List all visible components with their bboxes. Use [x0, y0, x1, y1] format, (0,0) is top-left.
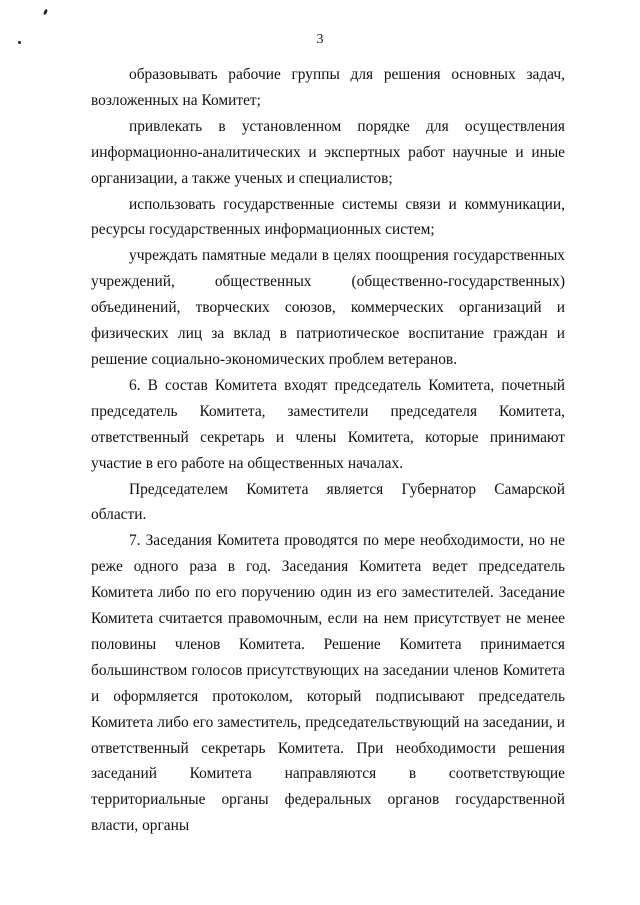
document-body	[91, 62, 565, 839]
paragraph-involve-organizations: привлекать в установленном порядке для осуществления информационно-аналитических и экспертных работ научные и иные организации, а также ученых и специалистов;	[91, 117, 565, 187]
paragraph-use-communication-systems: использовать государственные системы связи и коммуникации, ресурсы государственных информационных систем;	[91, 195, 565, 239]
scan-speck	[43, 9, 48, 16]
paragraph-committee-meetings: 7. Заседания Комитета проводятся по мере необходимости, но не реже одного раза в год. Заседания Комитета ведет председатель Комитета либо по его поручению один из его заместителей. Заседание Комитета считается правомочным, если на нем присутствует не менее половины членов Комитета. Решение Комитета принимается большинством голосов присутствующих на заседании членов Комитета и оформляется протоколом, который подписывают председатель Комитета либо его заместитель, председательствующий на заседании, и ответственный секретарь Комитета. При необходимости решения заседаний Комитета направляются в соответствующие территориальные органы федеральных органов государственной власти, органы	[91, 532, 565, 835]
page-number: 3	[316, 32, 324, 47]
paragraph-committee-composition: 6. В состав Комитета входят председатель Комитета, почетный председатель Комитета, заместители председателя Комитета, ответственный секретарь и члены Комитета, которые принимают участие в его работе на общественных началах.	[91, 376, 565, 472]
paragraph-establish-medals: учреждать памятные медали в целях поощрения государственных учреждений, общественных (общественно-государственных) объединений, творческих союзов, коммерческих организаций и физических лиц за вклад в патриотическое воспитание граждан и решение социально-экономических проблем ветеранов.	[91, 247, 565, 368]
paragraph-committee-chairman: Председателем Комитета является Губернатор Самарской области.	[91, 480, 565, 524]
paragraph-form-working-groups: образовывать рабочие группы для решения основных задач, возложенных на Комитет;	[91, 66, 565, 109]
